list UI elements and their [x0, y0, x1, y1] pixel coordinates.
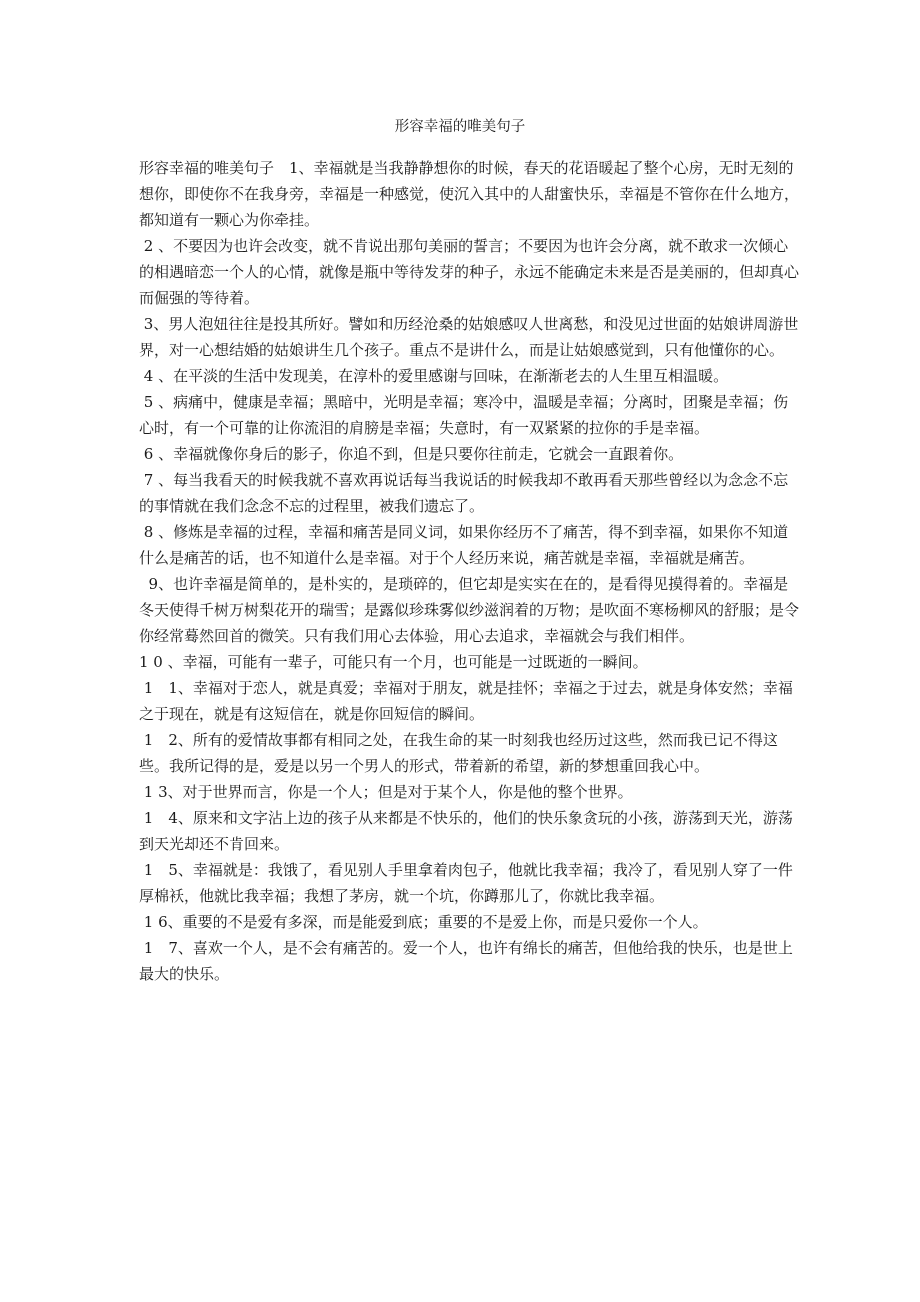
paragraph: 3、男人泡妞往往是投其所好。譬如和历经沧桑的姑娘感叹人世离愁，和没见过世面的姑娘讲周游世界，对一心想结婚的姑娘讲生几个孩子。重点不是讲什么，而是让姑娘感觉到，只有他懂你的心。 — [139, 315, 799, 359]
paragraph: 1 5、幸福就是：我饿了，看见别人手里拿着肉包子，他就比我幸福；我冷了，看见别人穿了一件厚棉袄，他就比我幸福；我想了茅房，就一个坑，你蹲那儿了，你就比我幸福。 — [139, 861, 793, 905]
document-title: 形容幸福的唯美句子 — [394, 119, 526, 135]
paragraph: 1 7、喜欢一个人，是不会有痛苦的。爱一个人，也许有绵长的痛苦，但他给我的快乐，也是世上最大的快乐。 — [139, 939, 793, 983]
paragraph: 9、也许幸福是简单的，是朴实的，是琐碎的，但它却是实实在在的，是看得见摸得着的。幸福是冬天使得千树万树梨花开的瑞雪；是露似珍珠雾似纱滋润着的万物；是吹面不寒杨柳风的舒服；是令你经常蓦然回首的微笑。只有我们用心去体验，用心去追求，幸福就会与我们相伴。 — [139, 575, 800, 645]
paragraph: 1 0 、幸福，可能有一辈子，可能只有一个月，也可能是一过既逝的一瞬间。 — [139, 653, 648, 671]
paragraph: 1 3、对于世界而言，你是一个人；但是对于某个人，你是他的整个世界。 — [139, 783, 633, 801]
paragraph: 5 、病痛中，健康是幸福；黑暗中，光明是幸福；寒冷中，温暖是幸福；分离时，团聚是幸福；伤心时，有一个可靠的让你流泪的肩膀是幸福；失意时，有一双紧紧的拉你的手是幸福。 — [139, 393, 789, 437]
paragraph: 8 、修炼是幸福的过程，幸福和痛苦是同义词，如果你经历不了痛苦，得不到幸福，如果你不知道什么是痛苦的话，也不知道什么是幸福。对于个人经历来说，痛苦就是幸福，幸福就是痛苦。 — [139, 523, 789, 567]
paragraph: 1 4、原来和文字沾上边的孩子从来都是不快乐的，他们的快乐象贪玩的小孩，游荡到天光，游荡到天光却还不肯回来。 — [139, 809, 793, 853]
paragraph: 4 、在平淡的生活中发现美，在淳朴的爱里感谢与回味，在渐渐老去的人生里互相温暖。 — [139, 367, 729, 385]
paragraph: 形容幸福的唯美句子 1、幸福就是当我静静想你的时候，春天的花语暖起了整个心房，无时无刻的想你，即使你不在我身旁，幸福是一种感觉，使沉入其中的人甜蜜快乐，幸福是不管你在什么地方，都知道有一颗心为你牵挂。 — [139, 159, 800, 229]
document-body — [139, 155, 799, 987]
paragraph: 7 、每当我看天的时候我就不喜欢再说话每当我说话的时候我却不敢再看天那些曾经以为念念不忘的事情就在我们念念不忘的过程里，被我们遗忘了。 — [139, 471, 789, 515]
paragraph: 2 、不要因为也许会改变，就不肯说出那句美丽的誓言；不要因为也许会分离，就不敢求一次倾心的相遇暗恋一个人的心情，就像是瓶中等待发芽的种子，永远不能确定未来是否是美丽的，但却真心而倔强的等待着。 — [139, 237, 800, 307]
paragraph: 6 、幸福就像你身后的影子，你追不到，但是只要你往前走，它就会一直跟着你。 — [139, 445, 684, 463]
paragraph: 1 6、重要的不是爱有多深，而是能爱到底；重要的不是爱上你，而是只爱你一个人。 — [139, 913, 708, 931]
paragraph: 1 1、幸福对于恋人，就是真爱；幸福对于朋友，就是挂怀；幸福之于过去，就是身体安然；幸福之于现在，就是有这短信在，就是你回短信的瞬间。 — [139, 679, 793, 723]
paragraph: 1 2、所有的爱情故事都有相同之处，在我生命的某一时刻我也经历过这些，然而我已记不得这些。我所记得的是，爱是以另一个男人的形式，带着新的希望，新的梦想重回我心中。 — [139, 731, 778, 775]
